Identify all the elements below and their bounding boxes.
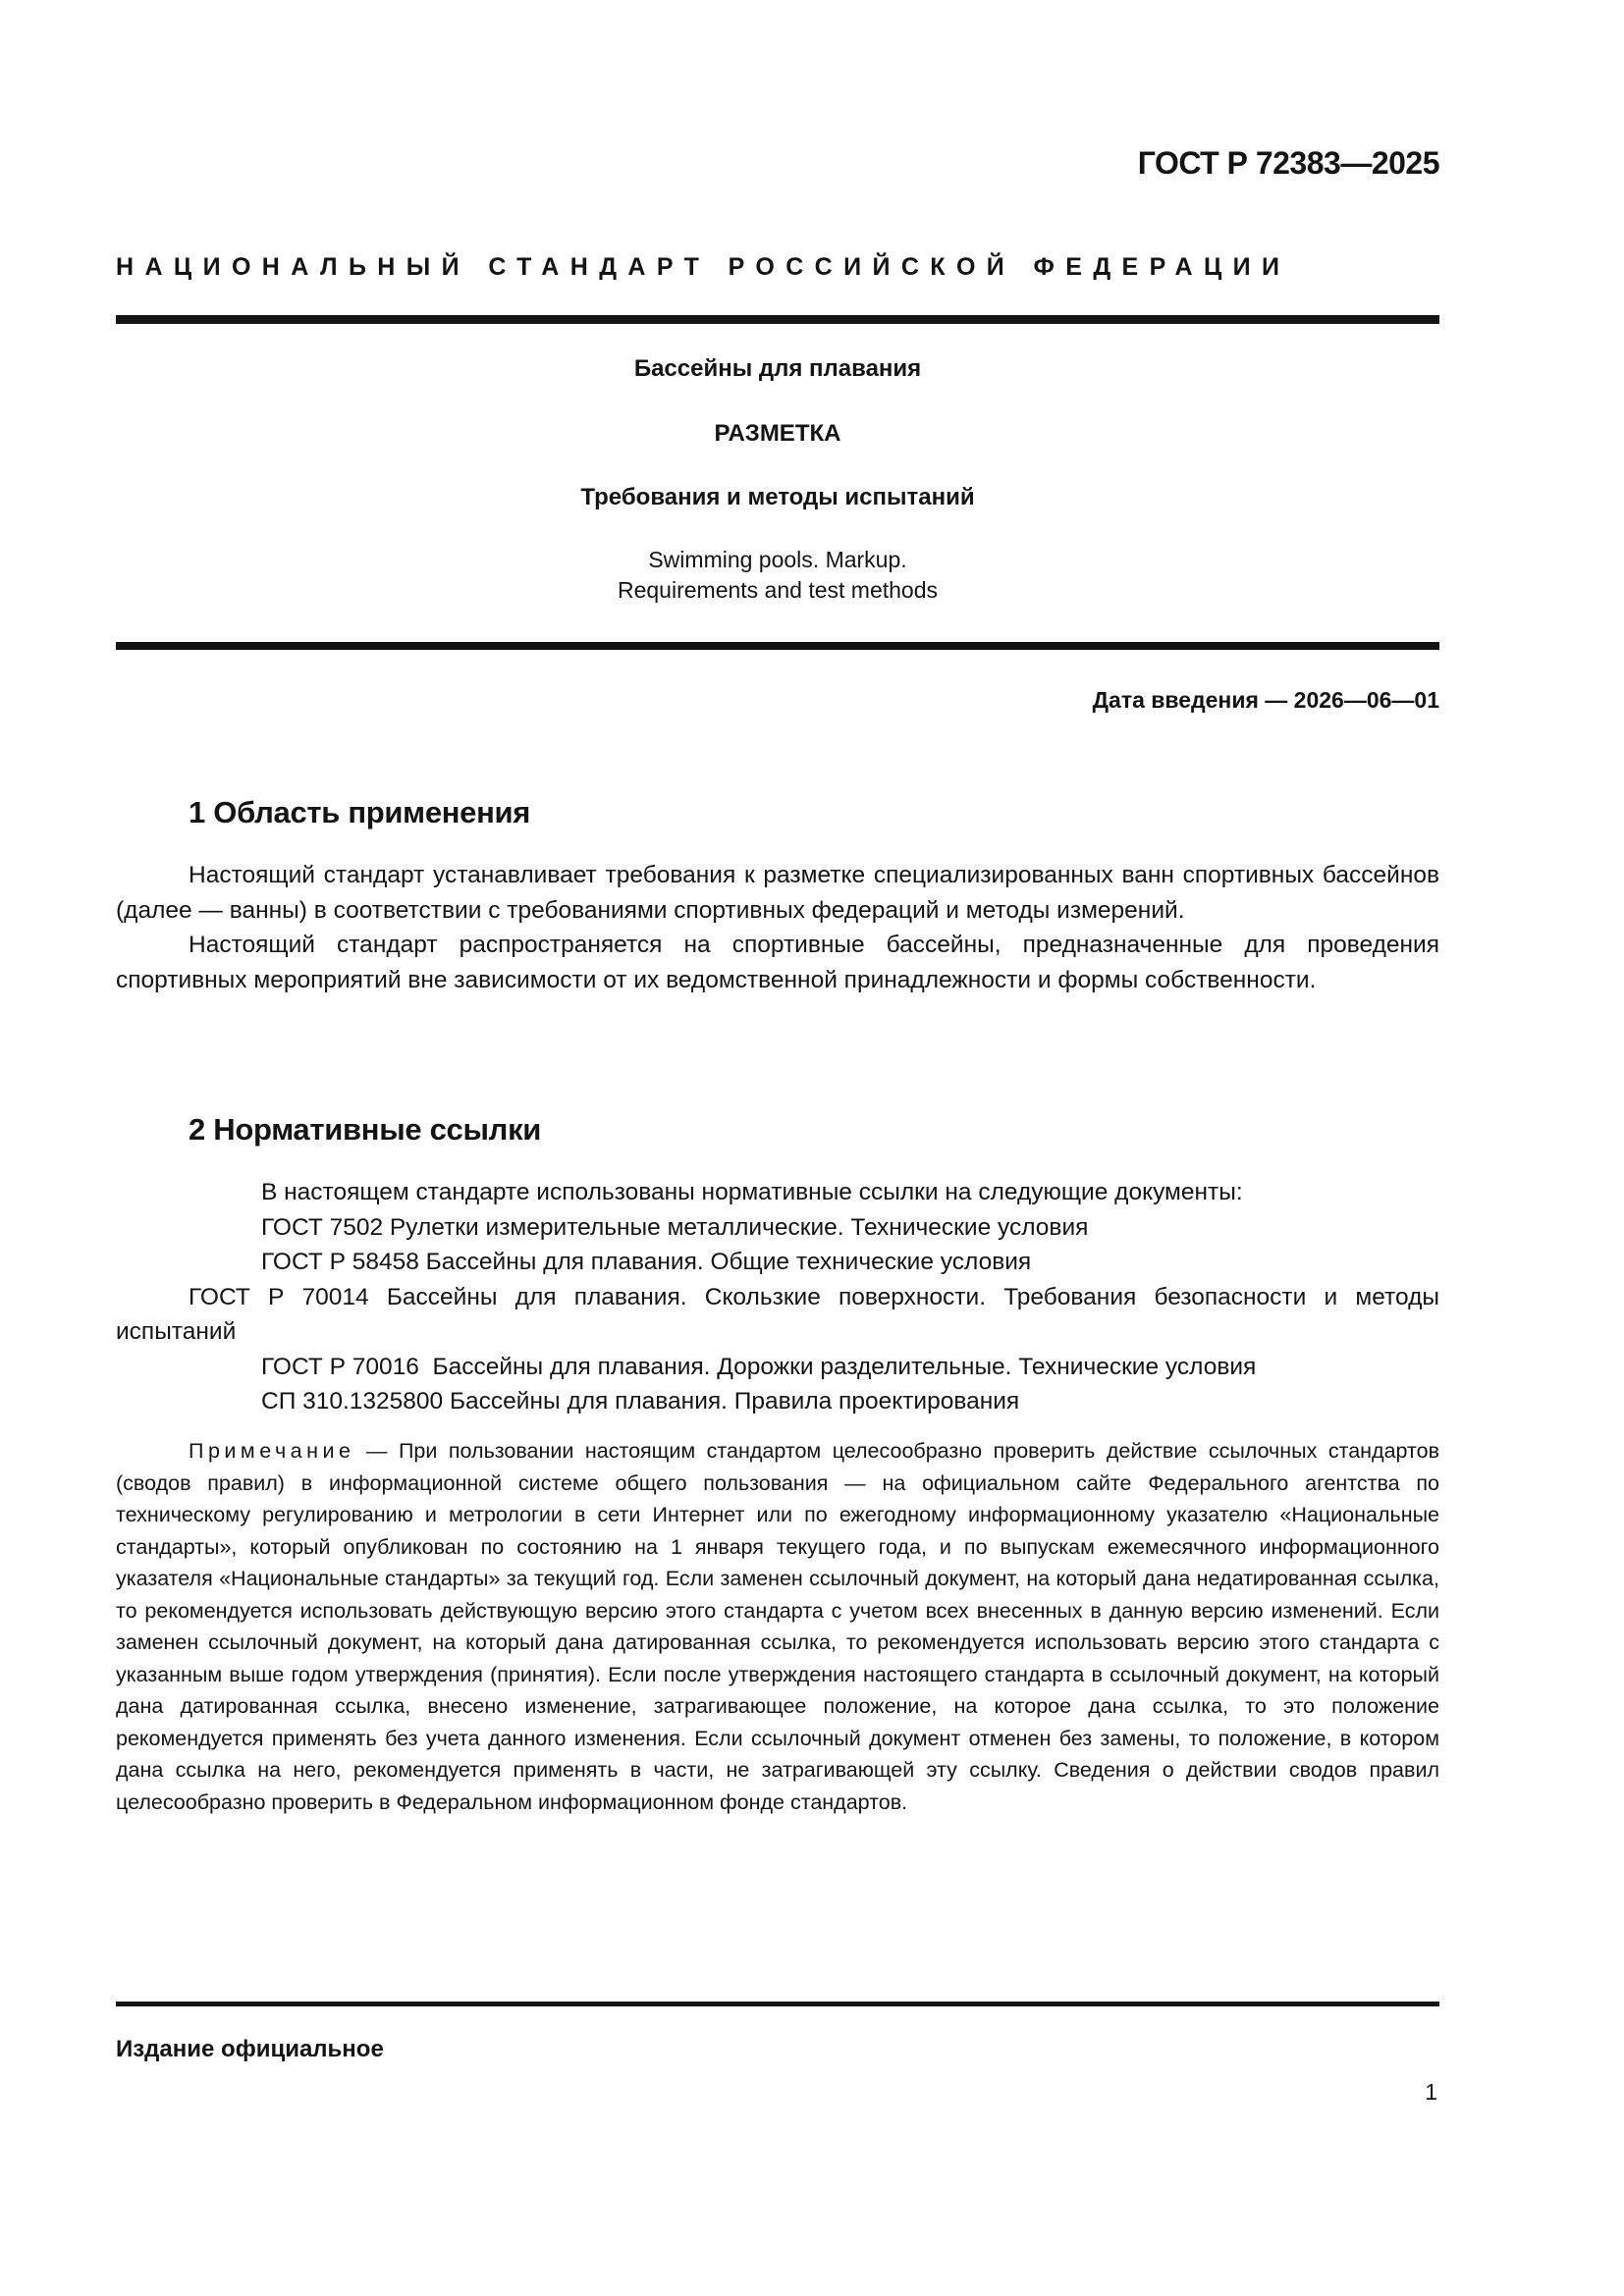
- page-number: 1: [1425, 2079, 1437, 2105]
- note-label: Примечание: [189, 1439, 355, 1463]
- reference-item: ГОСТ 7502 Рулетки измерительные металлические. Технические условия: [261, 1213, 1089, 1241]
- reference-item: ГОСТ Р 58458 Бассейны для плавания. Общие технические условия: [261, 1249, 1032, 1275]
- note-paragraph: [116, 1435, 1439, 1818]
- introduction-date: Дата введения — 2026—06—01: [1092, 687, 1439, 713]
- english-title: [116, 545, 1439, 606]
- paragraph: Настоящий стандарт распространяется на спортивные бассейны, предназначенные для проведения спортивных мероприятий вне зависимости от их ведомственной принадлежности и формы собственности.: [116, 932, 1439, 993]
- reference-item: СП 310.1325800 Бассейны для плавания. Правила проектирования: [261, 1388, 1020, 1415]
- section-heading-scope: 1 Область применения: [189, 795, 531, 829]
- document-main-title: РАЗМЕТКА: [714, 420, 841, 447]
- reference-item: ГОСТ Р 70014 Бассейны для плавания. Скользкие поверхности. Требования безопасности и методы испытаний: [116, 1283, 1439, 1345]
- references-note: [116, 1435, 1439, 1818]
- document-subtitle: Требования и методы испытаний: [580, 484, 975, 510]
- section-body-normative-references: [116, 1175, 1439, 1419]
- section-heading-normative-references: 2 Нормативные ссылки: [189, 1112, 542, 1147]
- reference-item: ГОСТ Р 70016 Бассейны для плавания. Дорожки разделительные. Технические условия: [261, 1353, 1257, 1380]
- references-intro: В настоящем стандарте использованы нормативные ссылки на следующие документы:: [261, 1179, 1243, 1205]
- document-page: [116, 0, 1439, 2296]
- official-edition-label: Издание официальное: [116, 2036, 384, 2062]
- note-text: — При пользовании настоящим стандартом целесообразно проверить действие ссылочных стандартов (сводов правил) в информационной системе общего пользования — на официальном сайте Федерального агентства по техническому регулированию и метрологии в сети Интернет или по ежегодному информационному указателю «Национальные стандарты», который опубликован по состоянию на 1 января текущего года, и по выпускам ежемесячного информационного указателя «Национальные стандарты» за текущий год. Если заменен ссылочный документ, на который дана недатированная ссылка, то рекомендуется использовать действующую версию этого стандарта с учетом всех внесенных в данную версию изменений. Если заменен ссылочный документ, на который дана датированная ссылка, то рекомендуется использовать версию этого стандарта с указанным выше годом утверждения (принятия). Если после утверждения настоящего стандарта в ссылочный документ, на который дана датированная ссылка, внесено изменение, затрагивающее положение, на которое дана ссылка, то это положение рекомендуется применять без учета данного изменения. Если ссылочный документ отменен без замены, то положение, в котором дана ссылка на него, рекомендуется применять в части, не затрагивающей эту ссылку. Сведения о действии сводов правил целесообразно проверить в Федеральном информационном фонде стандартов.: [116, 1439, 1439, 1814]
- top-rule-divider: [116, 315, 1439, 324]
- title-bottom-rule-divider: [116, 642, 1439, 650]
- footer-rule-divider: [116, 2002, 1439, 2006]
- standard-number: ГОСТ Р 72383—2025: [1137, 145, 1439, 181]
- document-group-title: Бассейны для плавания: [633, 355, 922, 382]
- english-title-line-2: Requirements and test methods: [617, 577, 938, 603]
- section-body-scope: [116, 858, 1439, 997]
- english-title-line-1: Swimming pools. Markup.: [648, 547, 907, 572]
- paragraph: Настоящий стандарт устанавливает требования к разметке специализированных ванн спортивных бассейнов (далее — ванны) в соответствии с требованиями спортивных федераций и методы измерений.: [116, 862, 1439, 924]
- national-standard-line: НАЦИОНАЛЬНЫЙ СТАНДАРТ РОССИЙСКОЙ ФЕДЕРАЦИИ: [116, 253, 1291, 281]
